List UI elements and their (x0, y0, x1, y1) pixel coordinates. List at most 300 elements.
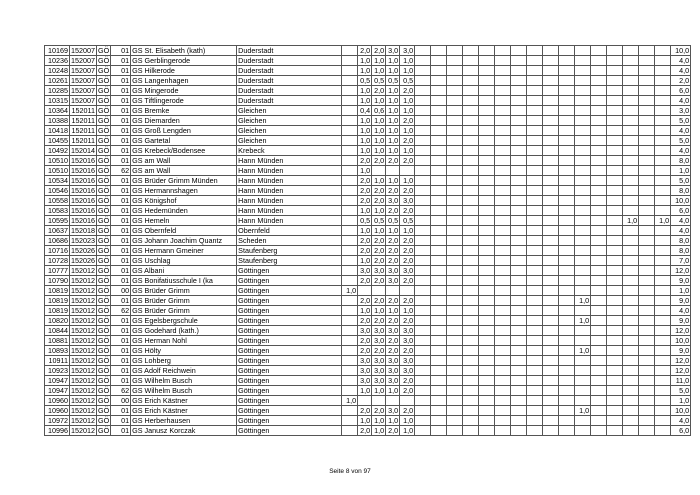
table-cell: Duderstadt (237, 96, 342, 106)
table-cell (591, 96, 607, 106)
table-cell (543, 236, 559, 246)
table-cell (527, 46, 543, 56)
table-cell (575, 246, 591, 256)
table-cell: 3,0 (372, 376, 386, 386)
table-cell (342, 66, 358, 76)
table-cell: 6,0 (671, 426, 691, 436)
table-cell: 1,0 (372, 136, 386, 146)
table-cell: 152012 (71, 386, 95, 395)
table-cell (463, 326, 479, 336)
table-cell (495, 136, 511, 146)
table-cell (511, 156, 527, 166)
table-cell (511, 296, 527, 306)
table-cell: 152012 (71, 356, 95, 365)
table-cell: 2,0 (358, 316, 372, 326)
table-cell (559, 106, 575, 116)
table-cell (431, 296, 447, 306)
table-cell: GS Wilhelm Busch (131, 376, 237, 386)
table-cell (511, 166, 527, 176)
table-cell (527, 216, 543, 226)
table-cell: 10534 (45, 176, 70, 186)
table-cell: GÖ (97, 326, 110, 335)
table-cell (431, 136, 447, 146)
table-cell (623, 116, 639, 126)
table-cell (342, 376, 358, 386)
table-cell: 1,0 (671, 396, 691, 406)
table-cell (591, 146, 607, 156)
table-cell (431, 156, 447, 166)
table-cell (415, 106, 431, 116)
table-cell: 1,0 (623, 216, 639, 226)
table-cell: 1,0 (671, 286, 691, 296)
table-cell: 8,0 (671, 186, 691, 196)
table-cell: GS Krebeck/Bodensee (131, 146, 237, 156)
table-cell: 2,0 (372, 86, 386, 96)
table-cell: 10236 (45, 56, 70, 66)
table-cell (447, 56, 463, 66)
table-cell (342, 296, 358, 306)
table-cell (447, 286, 463, 296)
table-cell (575, 426, 591, 436)
table-cell: 1,0 (372, 146, 386, 156)
table-cell: GÖ (97, 76, 110, 85)
table-cell (511, 426, 527, 436)
table-cell (511, 66, 527, 76)
table-cell (511, 336, 527, 346)
table-cell: GS Brüder Grimm (131, 306, 237, 316)
table-cell (495, 406, 511, 416)
table-cell: 152016 (71, 216, 95, 225)
table-cell (495, 56, 511, 66)
table-cell (559, 46, 575, 56)
table-cell (431, 346, 447, 356)
table-cell (543, 146, 559, 156)
table-cell (415, 86, 431, 96)
table-cell (527, 406, 543, 416)
table-cell (495, 356, 511, 366)
table-cell (431, 116, 447, 126)
table-row (45, 236, 691, 246)
table-cell (447, 206, 463, 216)
table-cell (431, 306, 447, 316)
table-cell (415, 226, 431, 236)
table-cell: 01 (111, 76, 131, 86)
table-cell (447, 356, 463, 366)
table-cell (639, 256, 655, 266)
table-cell (543, 196, 559, 206)
table-cell: 0,4 (358, 106, 372, 116)
table-cell (655, 196, 671, 206)
table-row (45, 66, 691, 76)
table-cell (655, 56, 671, 66)
table-cell: 01 (111, 346, 131, 356)
table-cell (511, 326, 527, 336)
table-cell (591, 416, 607, 426)
table-cell (607, 376, 623, 386)
table-cell (543, 376, 559, 386)
table-cell (511, 116, 527, 126)
table-cell (559, 136, 575, 146)
table-cell (447, 226, 463, 236)
table-cell: GS Obernfeld (131, 226, 237, 236)
table-cell: GÖ (97, 186, 110, 195)
table-cell (495, 166, 511, 176)
table-cell (431, 96, 447, 106)
table-cell (607, 246, 623, 256)
table-cell (543, 46, 559, 56)
table-cell: 10285 (45, 86, 70, 96)
table-cell (495, 326, 511, 336)
table-cell (431, 106, 447, 116)
table-cell (591, 76, 607, 86)
table-cell: 9,0 (671, 296, 691, 306)
table-cell (655, 76, 671, 86)
table-cell (495, 76, 511, 86)
table-cell (639, 226, 655, 236)
table-cell: 2,0 (386, 186, 400, 196)
table-cell: Göttingen (237, 376, 342, 386)
table-cell (431, 206, 447, 216)
table-cell (623, 266, 639, 276)
table-cell: 01 (111, 416, 131, 426)
table-cell: 3,0 (358, 356, 372, 366)
table-cell: 10,0 (671, 46, 691, 56)
table-cell: GS Brüder Grimm (131, 296, 237, 306)
table-cell (431, 276, 447, 286)
table-cell: GÖ (97, 246, 110, 255)
table-cell: 1,0 (342, 286, 358, 296)
table-cell (479, 266, 495, 276)
table-cell: 10595 (45, 216, 70, 226)
table-cell: 2,0 (671, 76, 691, 86)
table-cell (655, 266, 671, 276)
table-cell: 1,0 (372, 416, 386, 426)
table-cell: 3,0 (358, 326, 372, 336)
table-cell (655, 106, 671, 116)
table-cell: 8,0 (671, 236, 691, 246)
table-cell (575, 116, 591, 126)
table-cell: GS Hermann Gmeiner (131, 246, 237, 256)
table-cell (342, 326, 358, 336)
table-cell (607, 166, 623, 176)
table-cell (655, 396, 671, 406)
table-cell: 2,0 (400, 406, 415, 416)
table-cell (511, 366, 527, 376)
table-cell (527, 156, 543, 166)
table-cell (479, 136, 495, 146)
table-cell: 152011 (70, 106, 97, 116)
table-cell: 01 (111, 86, 131, 96)
table-cell (607, 66, 623, 76)
table-cell (575, 106, 591, 116)
table-cell (543, 216, 559, 226)
table-cell (543, 76, 559, 86)
table-cell (591, 246, 607, 256)
table-cell: 2,0 (372, 406, 386, 416)
table-cell: 01 (111, 356, 131, 366)
table-cell (575, 146, 591, 156)
table-cell: 2,0 (372, 236, 386, 246)
table-cell (447, 326, 463, 336)
table-cell (623, 306, 639, 316)
table-cell (511, 346, 527, 356)
table-cell (575, 196, 591, 206)
table-row (45, 426, 691, 436)
table-cell: GÖ (97, 66, 110, 75)
table-cell (623, 406, 639, 416)
table-cell (575, 366, 591, 376)
table-cell (575, 176, 591, 186)
table-cell (415, 336, 431, 346)
table-cell: 2,0 (386, 316, 400, 326)
table-cell: 152012 (71, 286, 95, 295)
table-cell (559, 166, 575, 176)
table-cell: 1,0 (372, 306, 386, 316)
table-row (45, 266, 691, 276)
table-cell (431, 146, 447, 156)
table-cell: 62 (111, 166, 131, 176)
table-cell (463, 336, 479, 346)
table-cell (342, 156, 358, 166)
table-cell (527, 246, 543, 256)
table-cell (639, 376, 655, 386)
table-cell: GÖ (97, 416, 110, 425)
table-cell (372, 396, 386, 406)
table-cell: GÖ (97, 176, 110, 185)
table-cell (463, 96, 479, 106)
table-cell: 01 (111, 146, 131, 156)
table-cell (386, 166, 400, 176)
table-cell (495, 236, 511, 246)
table-cell: 1,0 (372, 226, 386, 236)
table-cell: 10510 (45, 166, 70, 176)
table-cell (342, 266, 358, 276)
table-cell: 2,0 (358, 236, 372, 246)
table-cell: Göttingen (237, 366, 342, 376)
table-cell: 01 (111, 316, 131, 326)
table-cell (591, 336, 607, 346)
table-cell (559, 186, 575, 196)
table-cell: GS Albani (131, 266, 237, 276)
table-cell (415, 146, 431, 156)
table-cell: 10248 (45, 66, 70, 76)
table-cell (591, 226, 607, 236)
table-cell (623, 376, 639, 386)
table-cell: GS Egelsbergschule (131, 316, 237, 326)
table-cell (639, 186, 655, 196)
table-cell (415, 46, 431, 56)
table-cell: 10947 (45, 376, 70, 386)
table-cell (591, 296, 607, 306)
table-cell (463, 416, 479, 426)
table-cell (431, 166, 447, 176)
table-cell (543, 126, 559, 136)
table-row (45, 156, 691, 166)
table-cell: 2,0 (386, 346, 400, 356)
table-cell: 1,0 (400, 96, 415, 106)
table-cell: GS Gartetal (131, 136, 237, 146)
table-cell: GÖ (97, 266, 110, 275)
table-cell: GÖ (97, 406, 110, 415)
table-cell (543, 426, 559, 436)
table-cell (342, 166, 358, 176)
table-cell (623, 156, 639, 166)
table-cell (447, 366, 463, 376)
table-row (45, 86, 691, 96)
table-cell: GS Godehard (kath.) (131, 326, 237, 336)
table-cell: GS Herberhausen (131, 416, 237, 426)
table-cell (607, 396, 623, 406)
table-cell (559, 396, 575, 406)
table-cell: 0,5 (358, 76, 372, 86)
table-cell (639, 266, 655, 276)
table-cell: 1,0 (358, 86, 372, 96)
table-cell (543, 206, 559, 216)
table-cell: 1,0 (358, 166, 372, 176)
table-row (45, 306, 691, 316)
table-cell (639, 206, 655, 216)
table-cell: GS Brüder Grimm (131, 286, 237, 296)
table-cell (527, 276, 543, 286)
table-cell (495, 126, 511, 136)
table-cell: Staufenberg (237, 256, 342, 266)
table-cell (447, 136, 463, 146)
table-cell (342, 116, 358, 126)
table-cell (415, 126, 431, 136)
table-cell (591, 316, 607, 326)
table-cell (511, 306, 527, 316)
table-cell (479, 76, 495, 86)
table-cell (415, 296, 431, 306)
table-cell: 10790 (45, 276, 70, 286)
table-cell (447, 376, 463, 386)
table-cell: GS Johann Joachim Quantz (131, 236, 237, 246)
table-cell: 10,0 (671, 196, 691, 206)
table-cell: 152012 (71, 306, 95, 315)
table-cell (342, 96, 358, 106)
table-cell (543, 276, 559, 286)
table-row (45, 136, 691, 146)
table-cell (495, 246, 511, 256)
table-cell (415, 276, 431, 286)
table-cell (431, 386, 447, 396)
table-cell: 2,0 (400, 256, 415, 266)
table-cell (623, 136, 639, 146)
table-cell: 3,0 (372, 356, 386, 366)
table-cell (655, 206, 671, 216)
table-cell (527, 346, 543, 356)
table-cell: 01 (111, 266, 131, 276)
table-cell: Obernfeld (237, 226, 342, 236)
table-cell: 10728 (45, 256, 70, 266)
table-cell (342, 106, 358, 116)
table-cell (447, 346, 463, 356)
table-cell (607, 366, 623, 376)
table-cell: 5,0 (671, 116, 691, 126)
table-cell: 10364 (45, 106, 70, 116)
table-cell (559, 416, 575, 426)
table-cell (447, 66, 463, 76)
table-cell: 152012 (71, 346, 95, 355)
table-cell: 10455 (45, 136, 70, 146)
table-cell (342, 186, 358, 196)
table-cell (447, 256, 463, 266)
table-cell (431, 286, 447, 296)
table-cell: 62 (111, 386, 131, 396)
table-cell: 2,0 (372, 316, 386, 326)
table-cell: 2,0 (400, 376, 415, 386)
table-cell (447, 146, 463, 156)
table-cell (655, 346, 671, 356)
table-cell (342, 416, 358, 426)
table-cell (527, 76, 543, 86)
table-cell: 3,0 (386, 356, 400, 366)
table-cell: 10261 (45, 76, 70, 86)
table-cell (527, 236, 543, 246)
table-cell: Gleichen (237, 106, 342, 116)
table-cell (431, 56, 447, 66)
table-cell (463, 366, 479, 376)
table-cell: Göttingen (237, 316, 342, 326)
table-cell (431, 46, 447, 56)
table-cell (607, 426, 623, 436)
table-cell (543, 346, 559, 356)
table-cell: 2,0 (372, 296, 386, 306)
table-cell (591, 346, 607, 356)
table-cell (607, 56, 623, 66)
table-cell (431, 246, 447, 256)
table-cell (527, 66, 543, 76)
table-cell (639, 106, 655, 116)
table-cell: 7,0 (671, 256, 691, 266)
table-cell: Hann Münden (237, 166, 342, 176)
table-cell: 2,0 (358, 186, 372, 196)
table-cell: 2,0 (400, 186, 415, 196)
table-cell: 2,0 (400, 296, 415, 306)
table-cell (655, 376, 671, 386)
table-cell: 152011 (70, 136, 97, 146)
table-cell: 10819 (45, 286, 70, 296)
table-cell (511, 406, 527, 416)
table-cell: 152012 (71, 276, 95, 285)
table-row (45, 296, 691, 306)
table-cell (527, 296, 543, 306)
table-cell (527, 376, 543, 386)
table-cell (431, 226, 447, 236)
table-cell (639, 356, 655, 366)
table-cell: 2,0 (372, 256, 386, 266)
table-cell (342, 146, 358, 156)
table-cell (400, 396, 415, 406)
table-cell: 1,0 (372, 126, 386, 136)
table-cell: Göttingen (237, 396, 342, 406)
table-cell: 1,0 (358, 226, 372, 236)
table-cell (575, 266, 591, 276)
table-cell (447, 406, 463, 416)
table-cell (527, 56, 543, 66)
table-cell (479, 126, 495, 136)
table-cell (511, 86, 527, 96)
table-cell: 2,0 (400, 236, 415, 246)
table-cell (479, 406, 495, 416)
table-cell: 152016 (71, 176, 95, 185)
table-cell: 1,0 (358, 256, 372, 266)
table-cell: 6,0 (671, 206, 691, 216)
table-cell (559, 366, 575, 376)
table-cell: 01 (111, 376, 131, 386)
table-cell: 01 (111, 256, 131, 266)
table-cell: GÖ (97, 106, 110, 115)
